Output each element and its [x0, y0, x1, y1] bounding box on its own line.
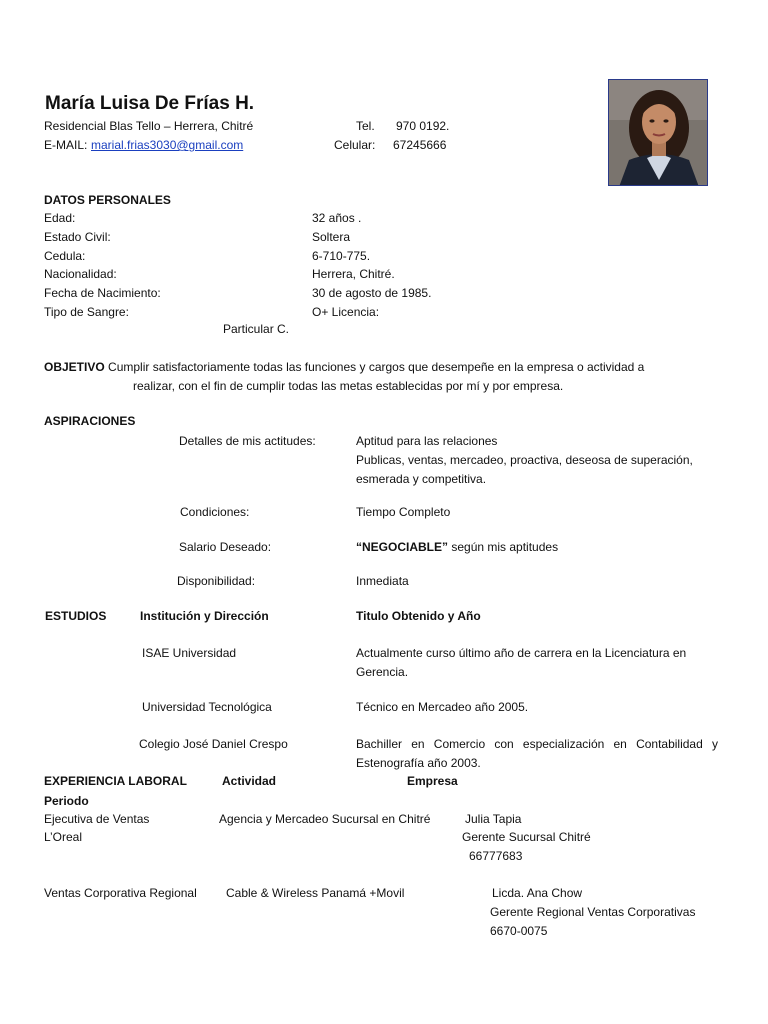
address: Residencial Blas Tello – Herrera, Chitré: [44, 119, 254, 133]
marital-label: Estado Civil:: [44, 230, 111, 244]
age-value: 32 años .: [312, 211, 362, 225]
blood-type-value: O+ Licencia:: [312, 305, 380, 319]
attitudes-line-3: esmerada y competitiva.: [356, 472, 487, 486]
id-label: Cedula:: [44, 249, 86, 263]
id-value: 6-710-775.: [312, 249, 371, 263]
job-2-contact-phone: 6670-0075: [490, 924, 548, 938]
celular-value: 67245666: [393, 138, 447, 152]
age-label: Edad:: [44, 211, 76, 225]
education-inst-1: ISAE Universidad: [142, 646, 237, 660]
celular-label: Celular:: [334, 138, 376, 152]
nationality-label: Nacionalidad:: [44, 267, 117, 281]
conditions-label: Condiciones:: [180, 505, 250, 519]
experience-heading: EXPERIENCIA LABORAL: [44, 774, 187, 788]
attitudes-line-2: Publicas, ventas, mercadeo, proactiva, deseosa de superación,: [356, 453, 693, 467]
objective-text-1: Cumplir satisfactoriamente todas las funciones y cargos que desempeñe en la empresa o actividad a: [108, 360, 645, 374]
tel-label: Tel.: [356, 119, 375, 133]
email-link[interactable]: marial.frias3030@gmail.com: [91, 138, 244, 152]
blood-type-label: Tipo de Sangre:: [44, 305, 129, 319]
tel-value: 970 0192.: [396, 119, 450, 133]
experience-col-period: Periodo: [44, 794, 89, 808]
conditions-value: Tiempo Completo: [356, 505, 451, 519]
email-label: E-MAIL:: [44, 138, 88, 152]
objective-text-2: realizar, con el fin de cumplir todas las metas establecidas por mí y por empresa.: [133, 379, 564, 393]
availability-label: Disponibilidad:: [177, 574, 256, 588]
education-title-1b: Gerencia.: [356, 665, 409, 679]
job-2-contact-role: Gerente Regional Ventas Corporativas: [490, 905, 696, 919]
attitudes-line-1: Aptitud para las relaciones: [356, 434, 498, 448]
license-type: Particular C.: [223, 322, 290, 336]
job-1-contact-name: Julia Tapia: [465, 812, 522, 826]
objective-label: OBJETIVO: [44, 360, 105, 374]
job-2-title: Ventas Corporativa Regional: [44, 886, 197, 900]
profile-photo: [608, 79, 708, 186]
aspirations-heading: ASPIRACIONES: [44, 414, 136, 428]
objective-line1: [44, 360, 644, 375]
salary-label: Salario Deseado:: [179, 540, 272, 554]
education-inst-2: Universidad Tecnológica: [142, 700, 272, 714]
birthdate-label: Fecha de Nacimiento:: [44, 286, 161, 300]
job-1-title: Ejecutiva de Ventas: [44, 812, 150, 826]
nationality-value: Herrera, Chitré.: [312, 267, 395, 281]
salary-negotiable: “NEGOCIABLE”: [356, 540, 449, 554]
experience-col-activity: Actividad: [222, 774, 277, 788]
education-inst-3: Colegio José Daniel Crespo: [139, 737, 288, 751]
education-title-3a: Bachiller en Comercio con especialización en Contabilidad y: [356, 737, 718, 751]
availability-value: Inmediata: [356, 574, 409, 588]
personal-heading: DATOS PERSONALES: [44, 193, 171, 207]
education-title-2: Técnico en Mercadeo año 2005.: [356, 700, 529, 714]
education-heading: ESTUDIOS: [45, 609, 107, 623]
salary-note: según mis aptitudes: [448, 540, 559, 554]
job-1-activity: Agencia y Mercadeo Sucursal en Chitré: [219, 812, 431, 826]
candidate-name: María Luisa De Frías H.: [45, 93, 255, 114]
marital-value: Soltera: [312, 230, 351, 244]
education-title-1a: Actualmente curso último año de carrera en la Licenciatura en: [356, 646, 687, 660]
attitudes-label: Detalles de mis actitudes:: [179, 434, 316, 448]
job-2-contact-name: Licda. Ana Chow: [492, 886, 583, 900]
job-1-contact-role: Gerente Sucursal Chitré: [462, 830, 591, 844]
job-1-company: L’Oreal: [44, 830, 83, 844]
education-col-title: Titulo Obtenido y Año: [356, 609, 481, 623]
job-2-activity: Cable & Wireless Panamá +Movil: [226, 886, 405, 900]
education-title-3b: Estenografía año 2003.: [356, 756, 481, 770]
salary-value: [356, 540, 558, 555]
experience-col-company: Empresa: [407, 774, 458, 788]
job-1-contact-phone: 66777683: [469, 849, 523, 863]
birthdate-value: 30 de agosto de 1985.: [312, 286, 432, 300]
education-col-institution: Institución y Dirección: [140, 609, 269, 623]
